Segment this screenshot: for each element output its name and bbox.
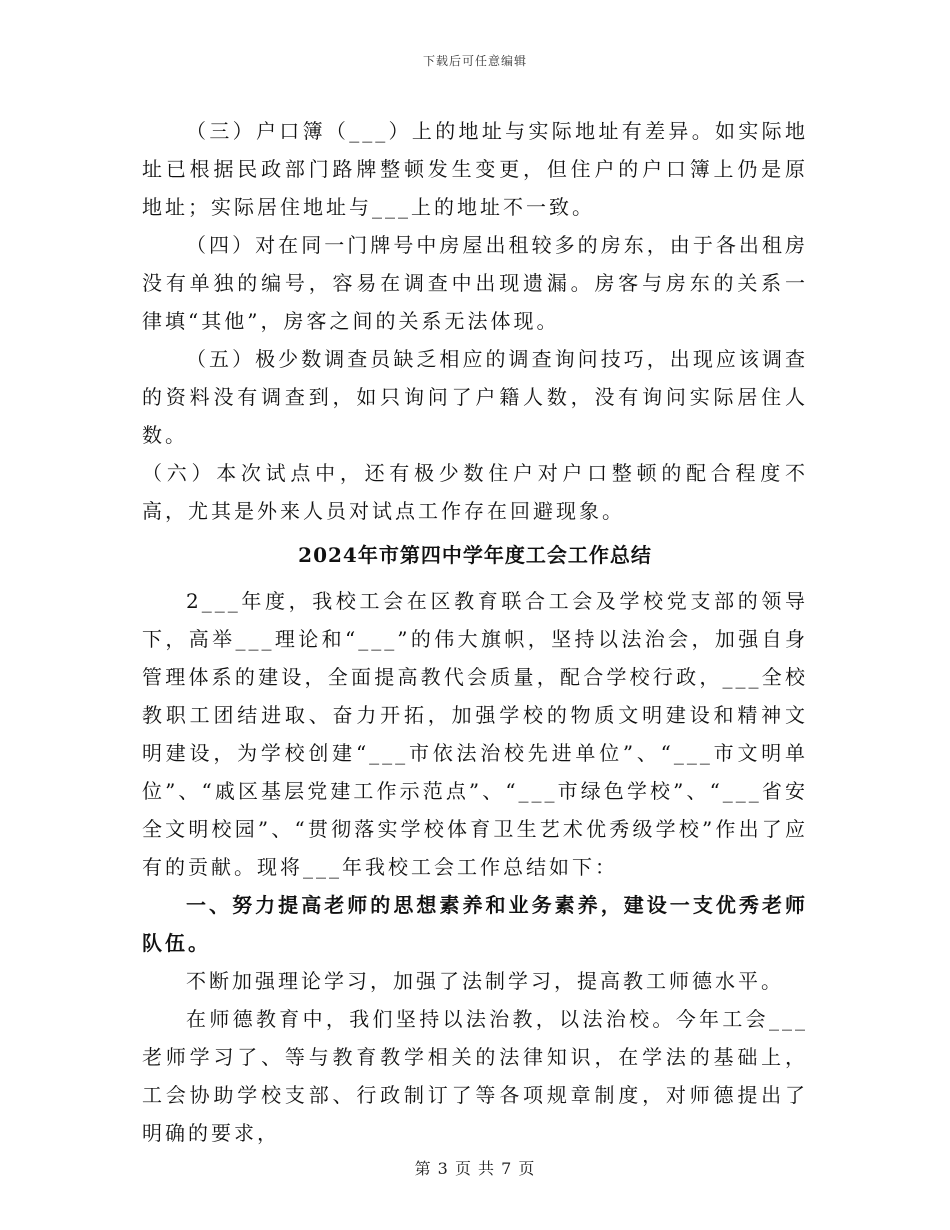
section-heading-1: 一、努力提高老师的思想素养和业务素养，建设一支优秀老师队伍。 <box>142 893 808 955</box>
body-paragraph-1: 不断加强理论学习，加强了法制学习，提高教工师德水平。 <box>186 969 784 993</box>
paragraph-item-5: （五）极少数调查员缺乏相应的调查询问技巧，出现应该调查的资料没有调查到，如只询问了户籍人数，没有询问实际居住人数。 <box>142 347 808 447</box>
document-body <box>142 112 808 1152</box>
paragraph-item-6: （六）本次试点中，还有极少数住户对户口整顿的配合程度不高，尤其是外来人员对试点工作存在回避现象。 <box>142 461 808 523</box>
intro-paragraph: 2___年度，我校工会在区教育联合工会及学校党支部的领导下，高举___理论和“___”的伟大旗帜，坚持以法治会，加强自身管理体系的建设，全面提高教代会质量，配合学校行政，___全校教职工团结进取、奋力开拓，加强学校的物质文明建设和精神文明建设，为学校创建“___市依法治校先进单位”、“___市文明单位”、“戚区基层党建工作示范点”、“___市绿色学校”、“___省安全文明校园”、“贯彻落实学校体育卫生艺术优秀级学校”作出了应有的贡献。现将___年我校工会工作总结如下： <box>142 589 808 879</box>
page-footer: 第 3 页 共 7 页 <box>414 1159 536 1178</box>
body-paragraph-2: 在师德教育中，我们坚持以法治教，以法治校。今年工会___老师学习了、等与教育教学相关的法律知识，在学法的基础上，工会协助学校支部、行政制订了等各项规章制度，对师德提出了明确的要求， <box>142 1007 808 1145</box>
paragraph-item-4: （四）对在同一门牌号中房屋出租较多的房东，由于各出租房没有单独的编号，容易在调查中出现遗漏。房客与房东的关系一律填“其他”，房客之间的关系无法体现。 <box>142 233 808 333</box>
paragraph-item-3: （三）户口簿（___）上的地址与实际地址有差异。如实际地址已根据民政部门路牌整顿发生变更，但住户的户口簿上仍是原地址；实际居住地址与___上的地址不一致。 <box>142 119 808 219</box>
section-title: 2024年市第四中学年度工会工作总结 <box>298 543 652 567</box>
page-header: 下载后可任意编辑 <box>422 54 527 68</box>
